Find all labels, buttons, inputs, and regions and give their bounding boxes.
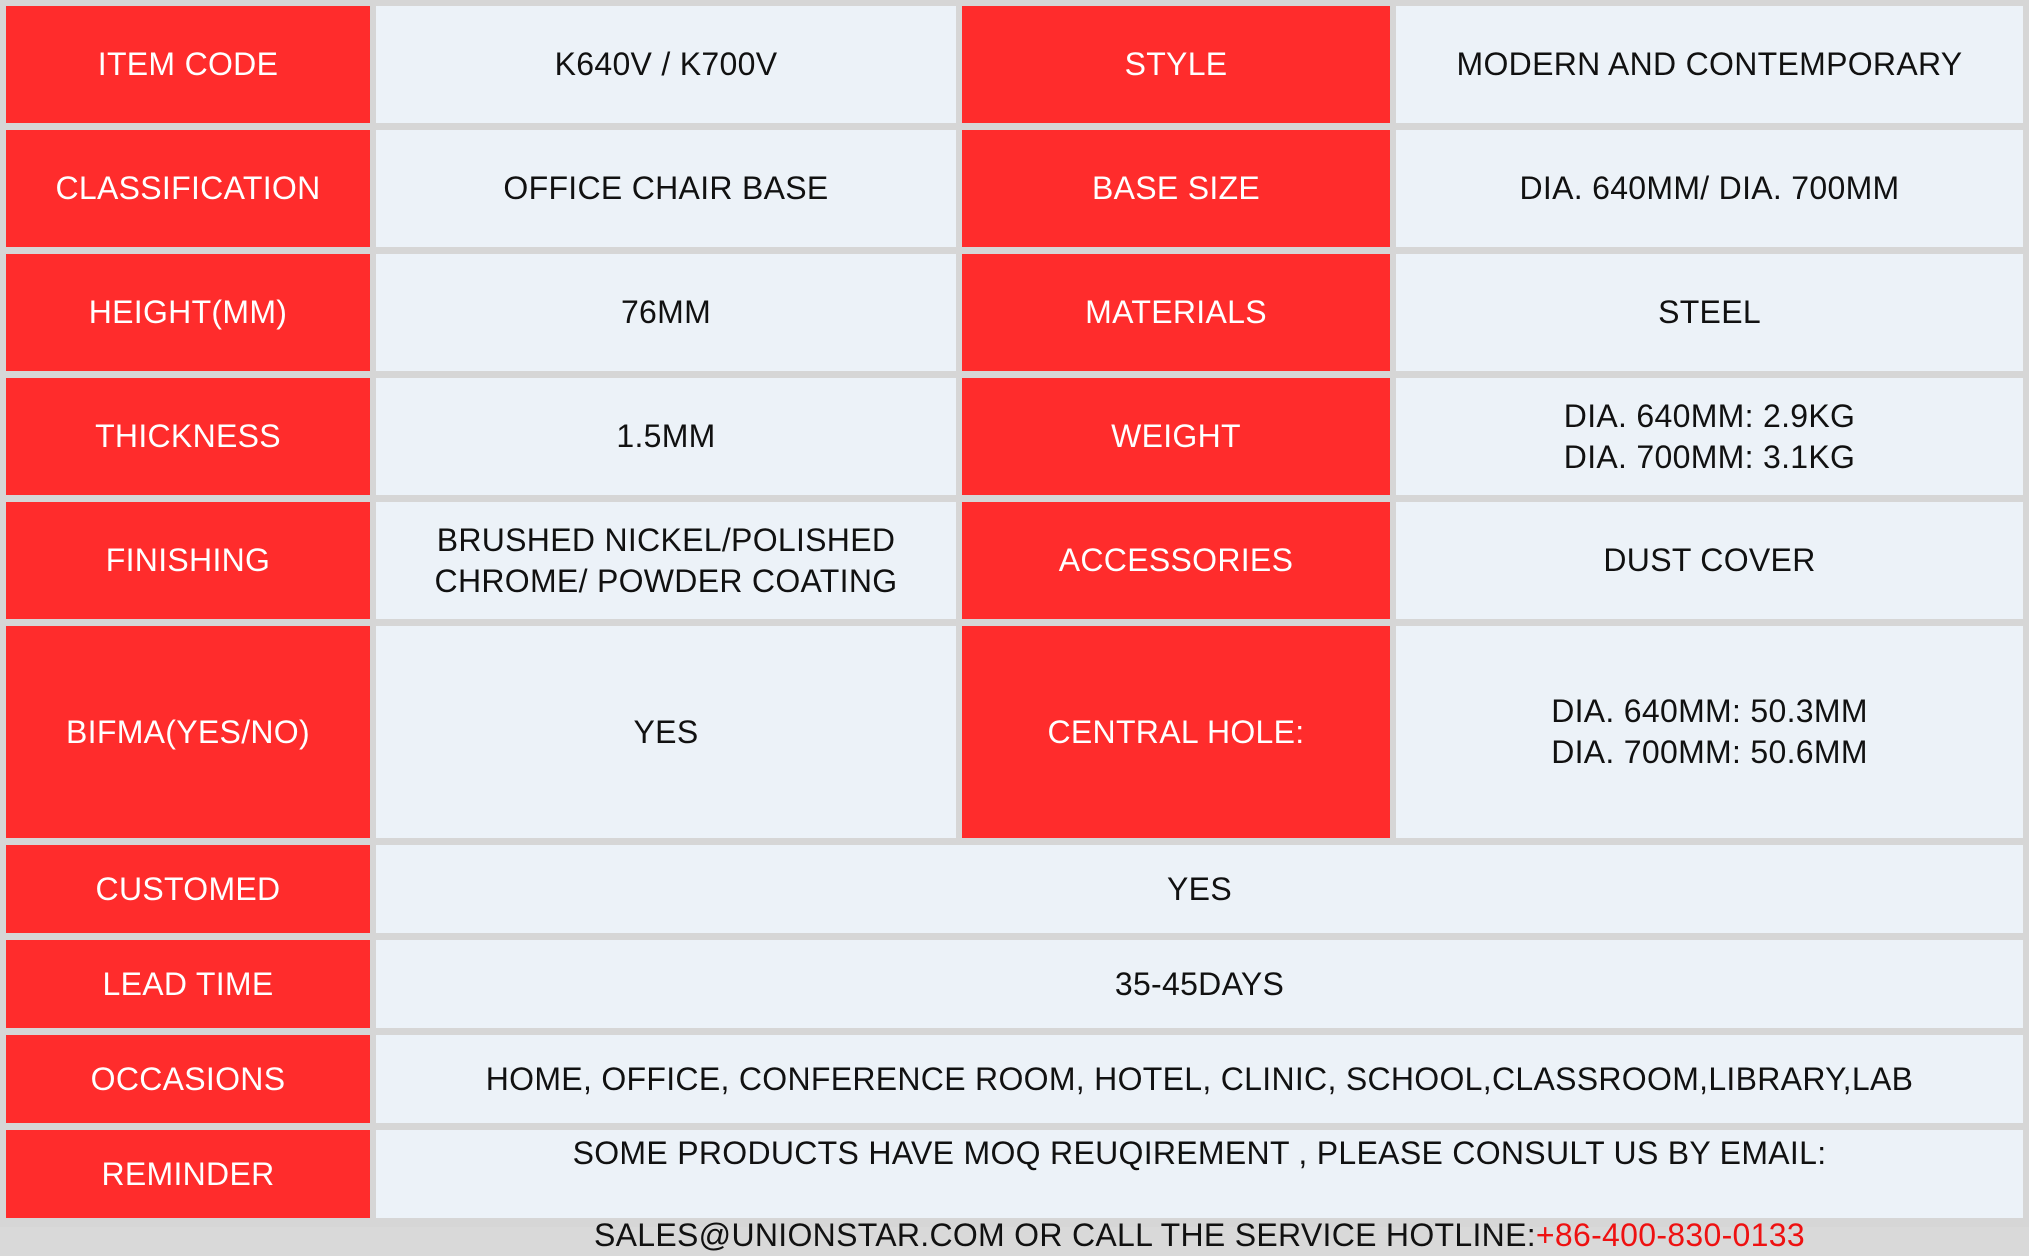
customed-value: YES [376, 845, 2023, 933]
occasions-label: OCCASIONS [6, 1035, 370, 1123]
bifma-value: YES [376, 626, 956, 838]
height-label: HEIGHT(MM) [6, 254, 370, 371]
occasions-value: HOME, OFFICE, CONFERENCE ROOM, HOTEL, CLINIC, SCHOOL,CLASSROOM,LIBRARY,LAB [376, 1035, 2023, 1123]
base-size-label: BASE SIZE [962, 130, 1390, 247]
item-code-value: K640V / K700V [376, 6, 956, 123]
base-size-value: DIA. 640MM/ DIA. 700MM [1396, 130, 2023, 247]
accessories-label: ACCESSORIES [962, 502, 1390, 619]
customed-label: CUSTOMED [6, 845, 370, 933]
weight-label: WEIGHT [962, 378, 1390, 495]
item-code-label: ITEM CODE [6, 6, 370, 123]
thickness-value: 1.5MM [376, 378, 956, 495]
reminder-line-2: SALES@UNIONSTAR.COM OR CALL THE SERVICE HOTLINE: [594, 1217, 1536, 1253]
finishing-value: BRUSHED NICKEL/POLISHED CHROME/ POWDER COATING [376, 502, 956, 619]
reminder-label: REMINDER [6, 1130, 370, 1218]
accessories-value: DUST COVER [1396, 502, 2023, 619]
bifma-label: BIFMA(YES/NO) [6, 626, 370, 838]
materials-label: MATERIALS [962, 254, 1390, 371]
central-hole-value: DIA. 640MM: 50.3MM DIA. 700MM: 50.6MM [1396, 626, 2023, 838]
thickness-label: THICKNESS [6, 378, 370, 495]
central-hole-label: CENTRAL HOLE: [962, 626, 1390, 838]
reminder-text [573, 1092, 1827, 1256]
weight-value: DIA. 640MM: 2.9KG DIA. 700MM: 3.1KG [1396, 378, 2023, 495]
reminder-value [376, 1130, 2023, 1253]
style-label: STYLE [962, 6, 1390, 123]
finishing-label: FINISHING [6, 502, 370, 619]
materials-value: STEEL [1396, 254, 2023, 371]
style-value: MODERN AND CONTEMPORARY [1396, 6, 2023, 123]
service-hotline[interactable]: +86-400-830-0133 [1535, 1217, 1805, 1253]
lead-time-value: 35-45DAYS [376, 940, 2023, 1028]
reminder-line-1: SOME PRODUCTS HAVE MOQ REUQIREMENT , PLEASE CONSULT US BY EMAIL: [572, 1135, 1827, 1171]
classification-value: OFFICE CHAIR BASE [376, 130, 956, 247]
height-value: 76MM [376, 254, 956, 371]
classification-label: CLASSIFICATION [6, 130, 370, 247]
lead-time-label: LEAD TIME [6, 940, 370, 1028]
